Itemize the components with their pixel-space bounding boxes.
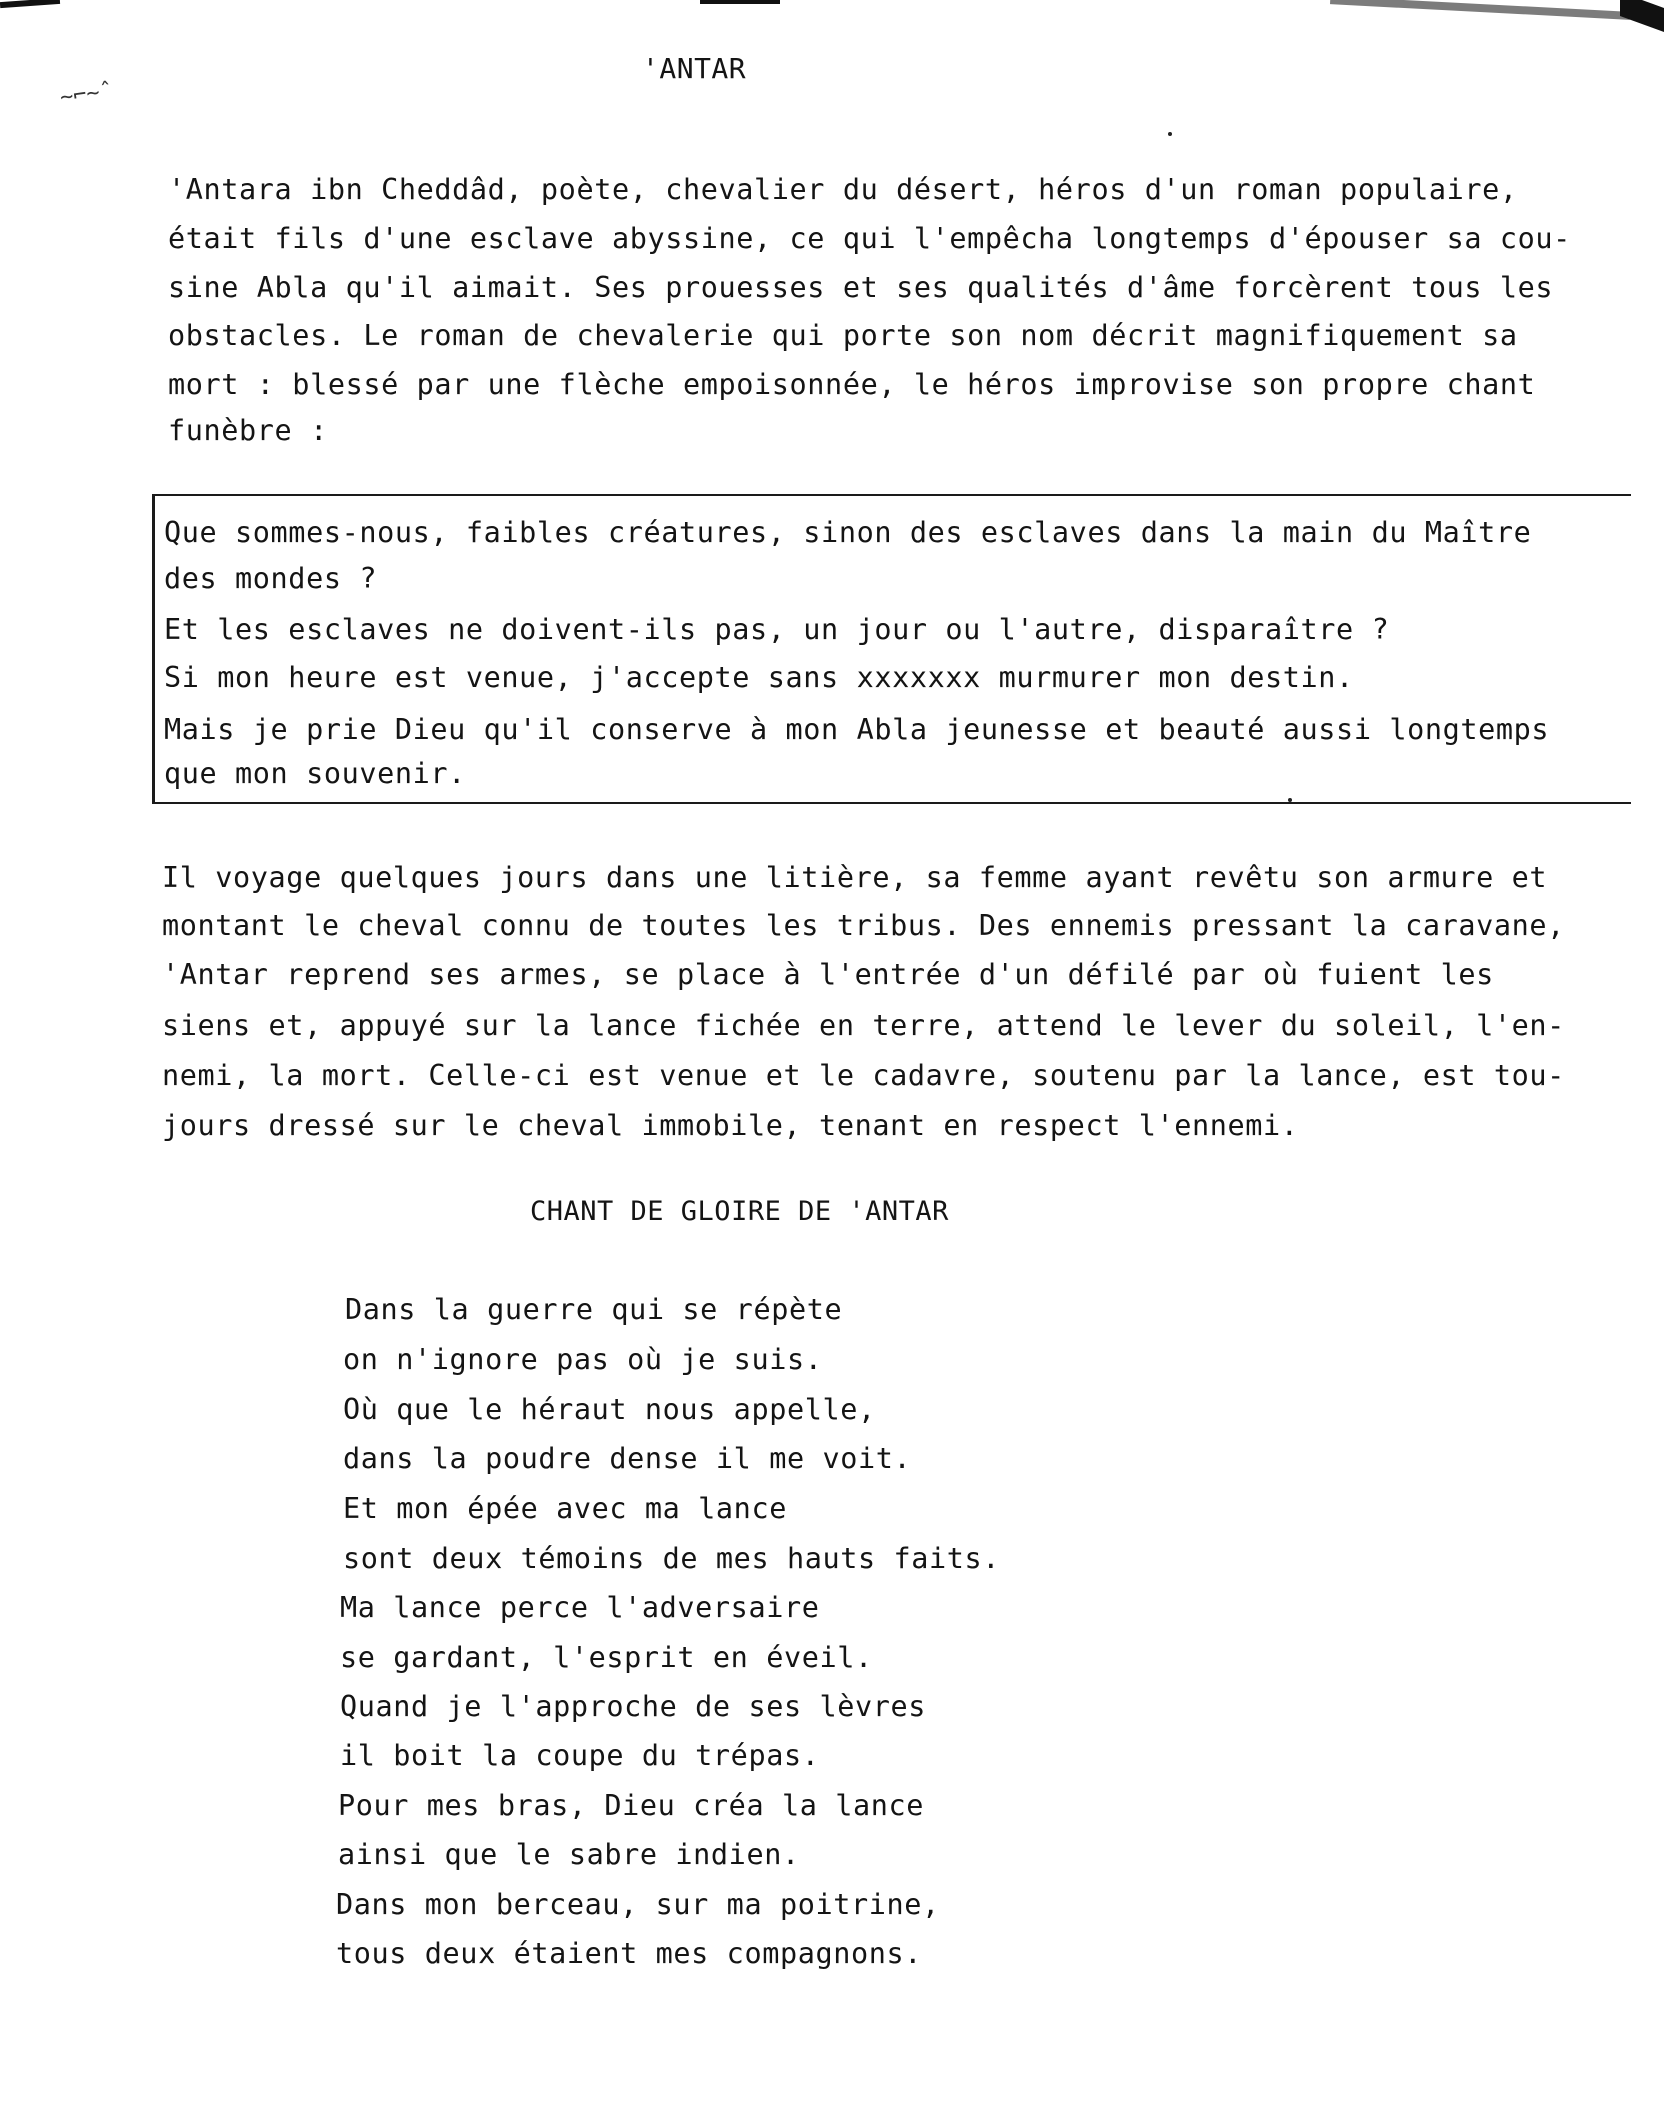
narrative-line: jours dressé sur le cheval immobile, tenant en respect l'ennemi. bbox=[162, 1109, 1299, 1142]
intro-line: était fils d'une esclave abyssine, ce qui l'empêcha longtemps d'épouser sa cou- bbox=[168, 222, 1571, 255]
intro-line: mort : blessé par une flèche empoisonnée, le héros improvise son propre chant bbox=[168, 368, 1536, 401]
scan-corner-mark bbox=[1620, 0, 1664, 32]
poem-line: Pour mes bras, Dieu créa la lance bbox=[338, 1789, 925, 1822]
poem-line: tous deux étaient mes compagnons. bbox=[336, 1937, 923, 1970]
poem-line: ainsi que le sabre indien. bbox=[338, 1838, 800, 1871]
poem-line: il boit la coupe du trépas. bbox=[340, 1739, 820, 1772]
poem-line: Quand je l'approche de ses lèvres bbox=[340, 1690, 927, 1723]
margin-scribble: ~⌐~ˆ bbox=[58, 78, 115, 111]
narrative-line: nemi, la mort. Celle-ci est venue et le cadavre, soutenu par la lance, est tou- bbox=[162, 1059, 1565, 1092]
poem-line: on n'ignore pas où je suis. bbox=[343, 1343, 823, 1376]
speck bbox=[1168, 132, 1172, 136]
poem-line: Dans mon berceau, sur ma poitrine, bbox=[336, 1888, 940, 1921]
poem-line: dans la poudre dense il me voit. bbox=[343, 1442, 912, 1475]
narrative-line: montant le cheval connu de toutes les tribus. Des ennemis pressant la caravane, bbox=[162, 909, 1565, 942]
poem-line: se gardant, l'esprit en éveil. bbox=[340, 1641, 873, 1674]
intro-line: 'Antara ibn Cheddâd, poète, chevalier du désert, héros d'un roman populaire, bbox=[168, 173, 1518, 206]
poem-line: sont deux témoins de mes hauts faits. bbox=[343, 1542, 1001, 1575]
scan-edge-mark-left bbox=[0, 0, 60, 8]
poem-line: Dans la guerre qui se répète bbox=[345, 1293, 843, 1326]
quote-line: Mais je prie Dieu qu'il conserve à mon Abla jeunesse et beauté aussi longtemps bbox=[164, 713, 1550, 746]
poem-line: Et mon épée avec ma lance bbox=[343, 1492, 787, 1525]
narrative-line: Il voyage quelques jours dans une litière, sa femme ayant revêtu son armure et bbox=[162, 861, 1548, 894]
scan-edge-mark-top bbox=[700, 0, 780, 4]
page-title: 'ANTAR bbox=[642, 52, 747, 85]
narrative-line: 'Antar reprend ses armes, se place à l'entrée d'un défilé par où fuient les bbox=[162, 958, 1494, 991]
poem-title: CHANT DE GLOIRE DE 'ANTAR bbox=[530, 1196, 949, 1227]
scan-edge-mark-right bbox=[1330, 0, 1630, 20]
quote-line: des mondes ? bbox=[164, 562, 378, 595]
quote-line: Que sommes-nous, faibles créatures, sinon des esclaves dans la main du Maître bbox=[164, 516, 1532, 549]
quote-line: Et les esclaves ne doivent-ils pas, un jour ou l'autre, disparaître ? bbox=[164, 613, 1390, 646]
poem-line: Ma lance perce l'adversaire bbox=[340, 1591, 820, 1624]
intro-line: sine Abla qu'il aimait. Ses prouesses et ses qualités d'âme forcèrent tous les bbox=[168, 271, 1554, 304]
quote-line: Si mon heure est venue, j'accepte sans xxxxxxx murmurer mon destin. bbox=[164, 661, 1354, 694]
narrative-line: siens et, appuyé sur la lance fichée en terre, attend le lever du soleil, l'en- bbox=[162, 1009, 1565, 1042]
intro-line: obstacles. Le roman de chevalerie qui porte son nom décrit magnifiquement sa bbox=[168, 319, 1518, 352]
intro-line: funèbre : bbox=[168, 414, 328, 447]
quote-line: que mon souvenir. bbox=[164, 757, 466, 790]
poem-line: Où que le héraut nous appelle, bbox=[343, 1393, 876, 1426]
